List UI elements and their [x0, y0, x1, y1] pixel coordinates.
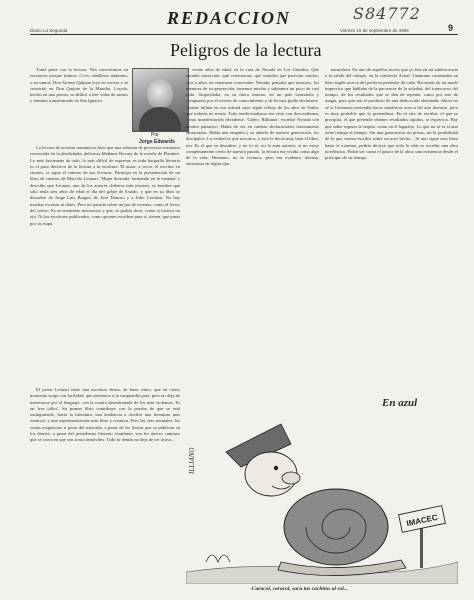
cartoon-signature: ILLIANO [188, 447, 196, 474]
cartoon-illustration [186, 412, 458, 584]
handwritten-archive-note: S84772 [353, 4, 421, 23]
author-prefix: Por [151, 132, 159, 138]
cartoon-shell [284, 489, 388, 565]
cartoon-nose [282, 472, 300, 484]
paragraph: El joven Leonart tiene una escritura densa, de buen ritmo, que en cierto momento surge con facilidad, que pertenece a la vanguardia para, pero no deja de interesarse por el lenguaje, con la contra desenfrenada de los más violentos. Es en 'tres tallos'. Su primer libro contribuye con la prueba de que se está extinguiendo, hacia la literatura, una tendencia a escribir una literatura más esencial, y una experimentación más libre y creativa. Pero las vías normales, las viejas exigencias, a pesar del mercado, a pesar de las fiestas que se publican en los diarios, a pesar del periodismo literario triunfante, son los únicos caminos que se conocen que son acaso inmóviles. Todo lo demás no deja de ser acaso... [30, 387, 180, 443]
paragraph: Tomé parte con la lectura. Nos convertimos en escritores porque fuimos. O en caballeros andantes, o en santos. Don Alonso Quijano leyó en exceso y se convirtió en Don Quijote de la Mancha. Loyola, herido en una pierna, se dedicó a leer vidas de santos y terminó transformado en San Ignacio. [30, 67, 128, 104]
article-title: Peligros de la lectura [170, 40, 322, 60]
section-header: REDACCION [167, 8, 292, 28]
cartoon-caption: -Caracol, caracol, saca tus cachitos al sol... [250, 586, 348, 592]
article-column-1b [30, 145, 180, 383]
article-column-3 [325, 67, 458, 397]
author-photo-head [147, 79, 173, 109]
publication-date: Viernes 15 de septiembre de 1995 [340, 28, 409, 33]
publication-name: Diario La Segunda [30, 28, 68, 33]
cartoon-eye [274, 466, 278, 470]
header-rule [30, 34, 458, 35]
page-number: 9 [448, 23, 454, 33]
author-photo [132, 68, 189, 132]
paragraph: veinte años de edad, en la casa de Neruda en Los Guindos. Que extraña iniciación, qué ceremonias, qué sentidos que parecían mucho, alos y años, en comenzar a encender. Neruda, pensaba que nosotros, los menores de su generación, tenemos mucho y sabíamos un poco de casi todo. Sospechaba, en su fuero interno, en un país venezuela y compuesto por el exceso de conocimiento y de lectura podía declararse. Quizás influía en esa actitud suya algún reflejo de los años de Stalin, que todavía no moría. Todo intelectualismo era visto con desconfianza, como manifestación decadente. 'Gideo, Rilkiana', escribió Neruda con desden pulsativo. Había de ver en cambio declaraciones francamente anunciadas. Había una empatía y su anhelo de nuestra generación, los discípulos. La verdad es que nosotros, y esto lo decía muy bien el libro, ten. Es el que se descubre, y no lo sé, no la eran autores, si no estoy completamente cierto de nuestra pasión, la lectura era vivida como algo de la vida, Hermano, no la vivimos, pero era evidente, intensa, entusiasta de algún tipo. [186, 67, 319, 167]
article-column-1a [30, 67, 128, 143]
author-photo-body [139, 107, 181, 131]
paragraph: naturaleza. En uno de aquellos textos que yo leía en mi adolescencia a la salida del colegio, en la confitería Astral. Unamuno comentaba un libro inglés acerca del perfecto perdedor de caña. Recuerdo de un modo impreciso que hablaba de la paciencia de la soledad, del transcurso del tiempo, de los resultados que se dan de repente, como por arte de magia, pero que son el producto de una dedicación obstinada. Ahora no sé si Unamuno pretendía hacer metáforas acerca del arte literario, pero es muy probable que lo pretendiera. En el arte de escribir, el que se precipita, el que pretende obtener resultados rápidos, se equivoca. Hay que saber esperar la sequía, como en el lagartijo. Lo que no sé es si uno tiene tiempo al tiempo. Sin una generación sin prisas, sin la posibilidad de la que cuenta escribir sobre un acto hecho... Si uno sigue esta línea hasta el extremo, podría decirse que toda la vida es escribir una obra novelística. Podrá ser como el pastor de la obra: una existencia desde el principio de su tiempo. [325, 67, 458, 161]
article-column-2 [186, 67, 319, 397]
author-name: Jorge Edwards [139, 139, 175, 145]
article-column-1c [30, 387, 180, 587]
cartoon-sign-text: IMACEC [405, 512, 439, 529]
cartoon-leaves [206, 555, 230, 562]
paragraph: La lectura de novelas románticas hizo que una señorita de provincia terminara convertida en la desdichada, deliciosa Madame Bovary de la novela de Flaubert. Lo más fascinante de todo, lo más difícil de expresar, es toda biografía literaria es el paso decisivo de la lectura a la escritura. El autor, a veces, el escritor en ciernes, si sigue el camino de sus lecturas. Participa en la presentación de un libro de cuentos de Marcelo Leonart. 'Mujer dormida' formando en la ventana' y describo que Leonart, uno de los autores chilenos más jóvenes, es hombre que sólo tenía seis años de edad el día del golpe de Estado, y que en su libro se descubre de Jorge Luis Borges, de José Donoso y a Julio Cortázar. No hay muchas escenas ni datos. Pero no pasaría sobre un par de escenas, como el lector del centro. Es un momento misterioso y que, se podría decir, como si tuviera un ojo. Ni los escritores publicados, como quienes escriben para sí, tienen, que pasar por su etapa. [30, 145, 180, 226]
cartoon-heading: En azul [382, 397, 418, 409]
